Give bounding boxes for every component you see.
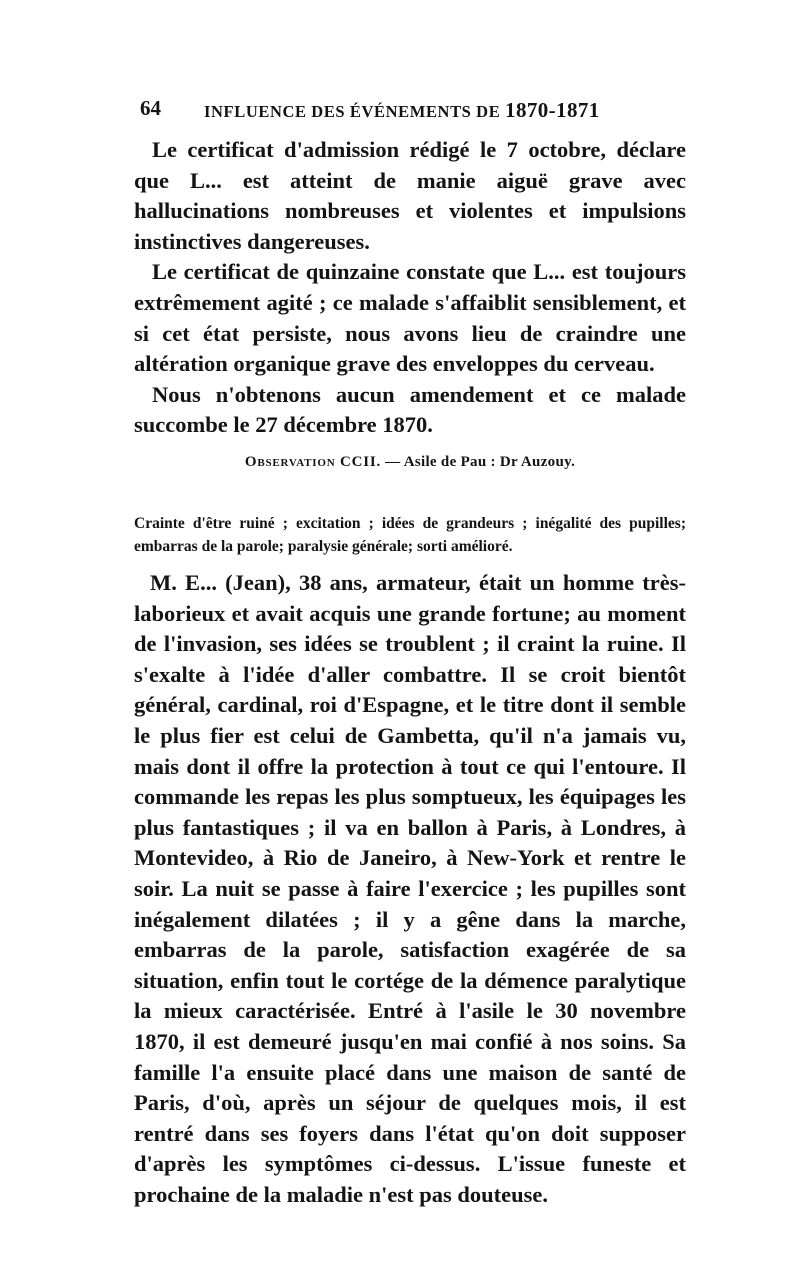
intro-text [134, 135, 686, 441]
paragraph-case-description: M. E... (Jean), 38 ans, armateur, était un homme très-laborieux et avait acquis une grande fortune; au moment de l'invasion, ses idées se troublent ; il craint la ruine. Il s'exalte à l'idée d'aller combattre. Il se croit bientôt général, cardinal, roi d'Espagne, et le titre dont il semble le plus fier est celui de Gambetta, qu'il n'a jamais vu, mais dont il offre la protection à tout ce qui l'entoure. Il commande les repas les plus somptueux, les équipages les plus fantastiques ; il va en ballon à Paris, à Londres, à Montevideo, à Rio de Janeiro, à New-York et rentre le soir. La nuit se passe à faire l'exercice ; les pupilles sont inégalement dilatées ; il y a gêne dans la marche, embarras de la parole, satisfaction exagérée de sa situation, enfin tout le cortége de la démence paralytique la mieux caractérisée. Entré à l'asile le 30 novembre 1870, il est demeuré jusqu'en mai confié à nos soins. Sa famille l'a ensuite placé dans une maison de santé de Paris, d'où, après un séjour de quelques mois, il est rentré dans ses foyers dans l'état qu'on doit supposer d'après les symptômes ci-dessus. L'issue funeste et prochaine de la maladie n'est pas douteuse. [134, 570, 686, 1207]
running-head [134, 96, 694, 132]
case-text [134, 568, 686, 1210]
observation-heading [134, 454, 686, 471]
running-title [204, 98, 600, 123]
paragraph-admission-certificate: Le certificat d'admission rédigé le 7 octobre, déclare que L... est atteint de manie aiguë grave avec hallucinations nombreuses et violentes et impulsions instinctives dangereuses. [134, 137, 686, 254]
case-summary [134, 512, 686, 558]
observation-place: Asile de Pau : Dr Auzouy. [403, 454, 576, 470]
observation-dash: — [385, 454, 401, 470]
running-title-text: INFLUENCE DES ÉVÉNEMENTS DE [204, 102, 501, 121]
case-summary-text: Crainte d'être ruiné ; excitation ; idées de grandeurs ; inégalité des pupilles; embarras de la parole; paralysie générale; sorti amélioré. [134, 515, 686, 555]
running-title-years: 1870-1871 [505, 98, 600, 122]
page-number: 64 [140, 96, 161, 120]
paragraph-fortnight-certificate: Le certificat de quinzaine constate que L... est toujours extrêmement agité ; ce malade s'affaiblit sensiblement, et si cet état persiste, nous avons lieu de craindre une altération organique grave des enveloppes du cerveau. [134, 259, 686, 377]
paragraph-outcome: Nous n'obtenons aucun amendement et ce malade succombe le 27 décembre 1870. [134, 381, 686, 438]
observation-label: Observation CCII. [244, 454, 382, 470]
